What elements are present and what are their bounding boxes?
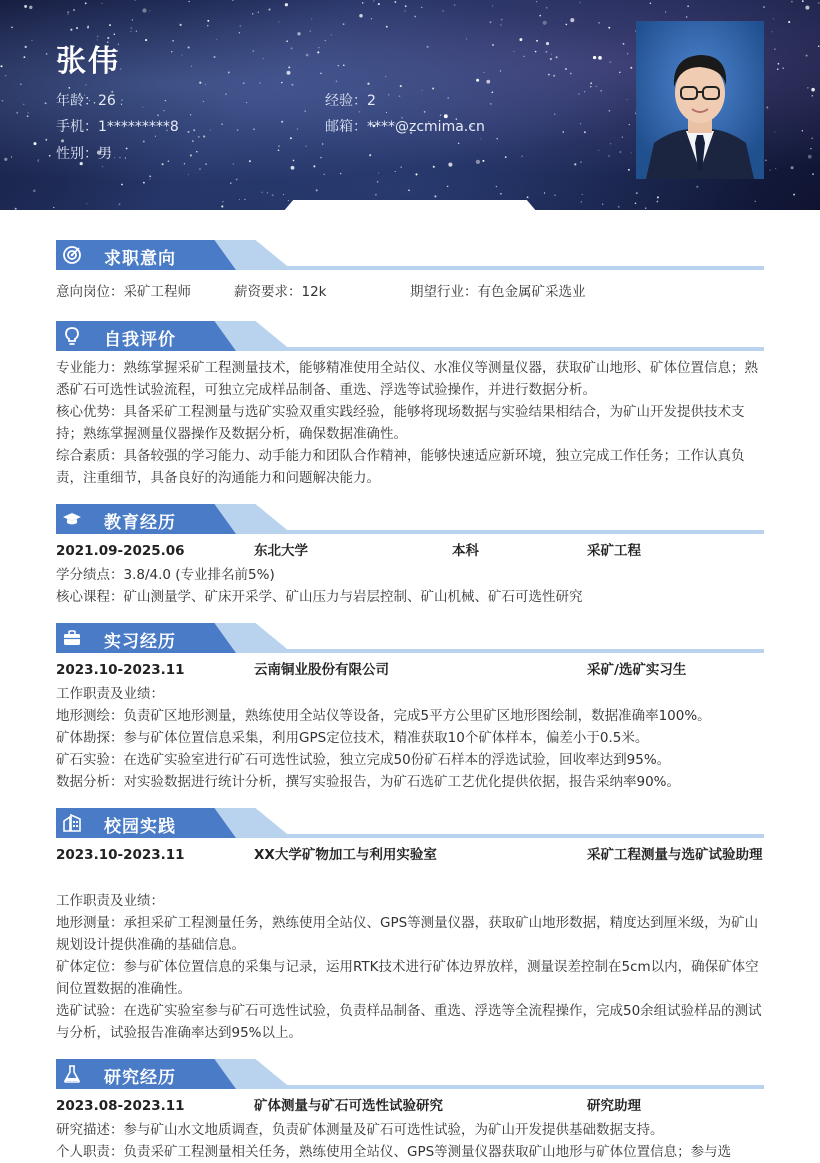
intern-duty-2: 矿体勘探：参与矿体位置信息采集，利用GPS定位技术，精准获取10个矿体样本，偏差小于0.5米。: [56, 730, 649, 746]
self-eval-quality: 综合素质：具备较强的学习能力、动手能力和团队合作精神，能够快速适应新环境，独立完成工作任务；工作认真负责，注重细节，具备良好的沟通能力和问题解决能力。: [56, 448, 745, 486]
research-date: 2023.08-2023.11: [56, 1098, 185, 1114]
lightbulb-icon: [62, 326, 82, 346]
experience-info: [325, 90, 376, 110]
building-icon: [62, 813, 82, 833]
campus-duty-3: 选矿试验：在选矿实验室参与矿石可选性试验，负责样品制备、重选、浮选等全流程操作，完成50余组试验样品的测试与分析，试验报告准确率达到95%以上。: [56, 1003, 762, 1041]
experience-value: 2: [367, 93, 376, 109]
intern-duty-1: 地形测绘：负责矿区地形测量，熟练使用全站仪等设备，完成5平方公里矿区地形图绘制，数据准确率100%。: [56, 708, 711, 724]
edu-school: 东北大学: [254, 543, 308, 559]
section-title-campus: [56, 808, 764, 838]
intern-date: 2023.10-2023.11: [56, 662, 185, 678]
email-value: ****@zcmima.cn: [367, 119, 485, 135]
edu-major: 采矿工程: [587, 543, 641, 559]
phone-value: 1*********8: [98, 119, 179, 135]
intern-role: 采矿/选矿实习生: [587, 662, 687, 678]
section-title-text: 教育经历: [104, 513, 176, 533]
intern-duty-4: 数据分析：对实验数据进行统计分析，撰写实验报告，为矿石选矿工艺优化提供依据，报告采纳率90%。: [56, 774, 681, 790]
campus-duty-2: 矿体定位：参与矿体位置信息的采集与记录，运用RTK技术进行矿体边界放样，测量误差控制在5cm以内，确保矿体空间位置数据的准确性。: [56, 959, 759, 997]
gender-value: 男: [98, 146, 112, 162]
phone-info: [56, 116, 179, 136]
intern-duty-3: 矿石实验：在选矿实验室进行矿石可选性试验，独立完成50份矿石样本的浮选试验，回收率达到95%。: [56, 752, 671, 768]
section-title-intent: [56, 240, 764, 270]
intent-position: 意向岗位：采矿工程师: [56, 284, 191, 300]
research-duties: 个人职责：负责采矿工程测量相关任务，熟练使用全站仪、GPS等测量仪器获取矿山地形与矿体位置信息；参与选: [56, 1144, 732, 1160]
email-label: 邮箱：: [325, 119, 367, 135]
gender-info: [56, 143, 112, 163]
email-info: [325, 116, 485, 136]
edu-courses: 核心课程：矿山测量学、矿床开采学、矿山压力与岩层控制、矿山机械、矿石可选性研究: [56, 589, 583, 605]
age-label: 年龄：: [56, 93, 98, 109]
graduation-cap-icon: [62, 509, 82, 529]
campus-role: 采矿工程测量与选矿试验助理: [587, 847, 763, 863]
header-notch: [283, 200, 537, 212]
campus-date: 2023.10-2023.11: [56, 847, 185, 863]
section-title-education: [56, 504, 764, 534]
section-title-internship: [56, 623, 764, 653]
gender-label: 性别：: [56, 146, 98, 162]
section-title-text: 校园实践: [104, 817, 176, 837]
intern-duties-label: 工作职责及业绩：: [56, 686, 164, 702]
candidate-name: 张伟: [56, 44, 120, 79]
self-eval-strength: 核心优势：具备采矿工程测量与选矿实验双重实践经验，能够将现场数据与实验结果相结合，为矿山开发提供技术支持；熟练掌握测量仪器操作及数据分析，确保数据准确性。: [56, 404, 745, 442]
section-title-self: [56, 321, 764, 351]
header-banner: [0, 0, 820, 210]
intern-company: 云南铜业股份有限公司: [254, 662, 389, 678]
self-eval-professional: 专业能力：熟练掌握采矿工程测量技术，能够精准使用全站仪、水准仪等测量仪器，获取矿山地形、矿体位置信息；熟悉矿石可选性试验流程，可独立完成样品制备、重选、浮选等试验操作，并进行数据分析。: [56, 360, 758, 398]
campus-org: XX大学矿物加工与利用实验室: [254, 847, 437, 863]
age-value: 26: [98, 93, 116, 109]
section-title-text: 求职意向: [104, 249, 176, 269]
section-title-text: 实习经历: [104, 632, 176, 652]
section-title-research: [56, 1059, 764, 1089]
flask-icon: [62, 1064, 82, 1084]
intent-salary: 薪资要求：12k: [234, 284, 327, 300]
edu-degree: 本科: [452, 543, 479, 559]
profile-photo: [636, 21, 764, 179]
age-info: [56, 90, 116, 110]
research-role: 研究助理: [587, 1098, 641, 1114]
phone-label: 手机：: [56, 119, 98, 135]
research-project: 矿体测量与矿石可选性试验研究: [254, 1098, 443, 1114]
target-icon: [62, 245, 82, 265]
intent-industry: 期望行业：有色金属矿采选业: [410, 284, 586, 300]
briefcase-icon: [62, 628, 82, 648]
experience-label: 经验：: [325, 93, 367, 109]
edu-date: 2021.09-2025.06: [56, 543, 185, 559]
section-title-text: 自我评价: [104, 330, 176, 350]
section-title-text: 研究经历: [104, 1068, 176, 1088]
campus-duty-1: 地形测量：承担采矿工程测量任务，熟练使用全站仪、GPS等测量仪器，获取矿山地形数据，精度达到厘米级，为矿山规划设计提供准确的基础信息。: [56, 915, 759, 953]
edu-gpa: 学分绩点：3.8/4.0 (专业排名前5%): [56, 567, 275, 583]
campus-duties-label: 工作职责及业绩：: [56, 893, 164, 909]
research-description: 研究描述：参与矿山水文地质调查，负责矿体测量及矿石可选性试验，为矿山开发提供基础数据支持。: [56, 1122, 664, 1138]
